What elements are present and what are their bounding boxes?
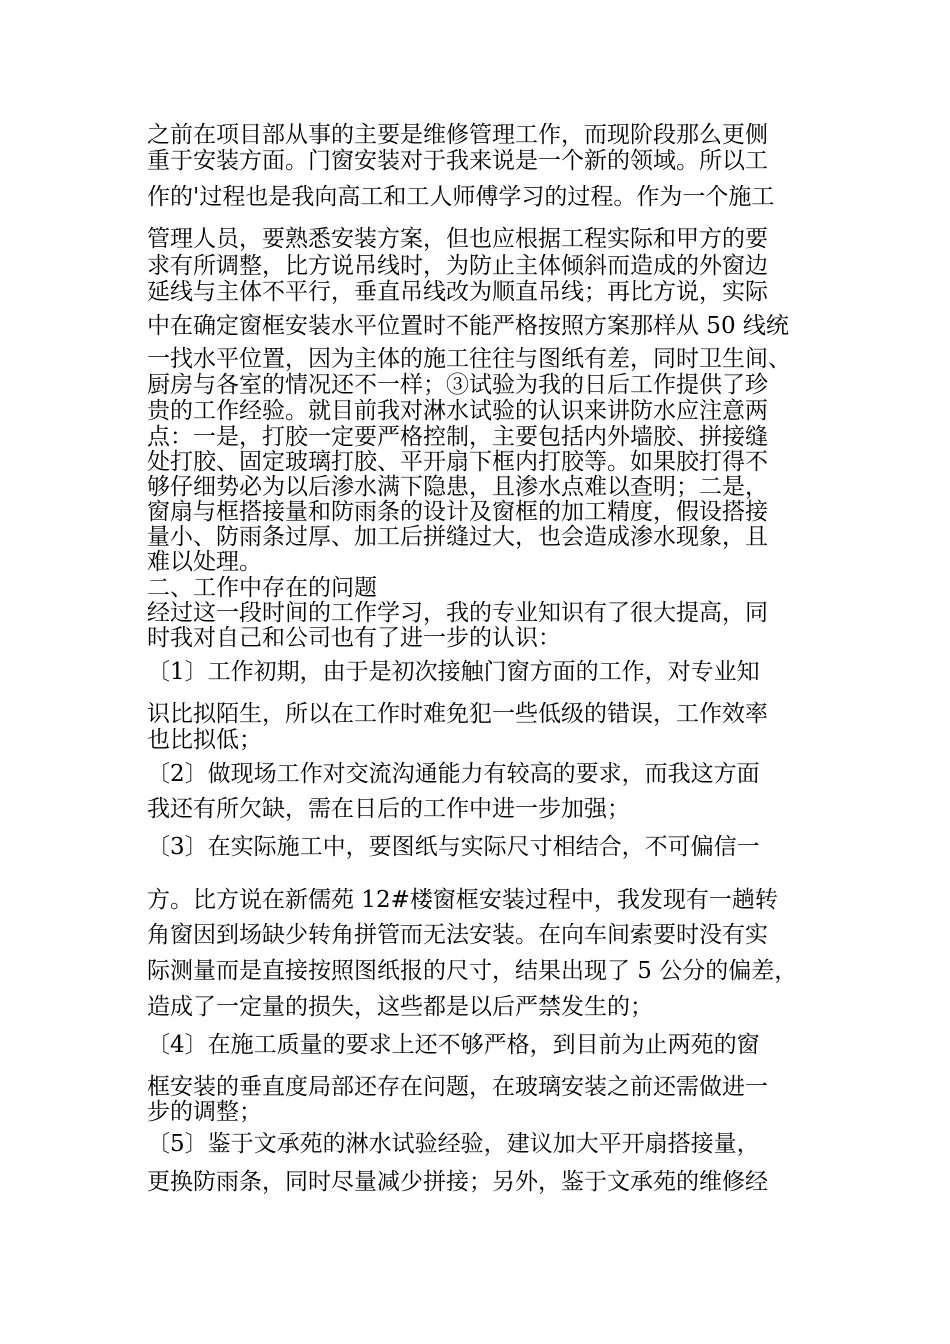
list-item-line: 框安装的垂直度局部还存在问题，在玻璃安装之前还需做进一: [147, 1074, 768, 1100]
list-item-line: 造成了一定量的损失，这些都是以后严禁发生的；: [147, 994, 653, 1020]
paragraph-line: 时我对自己和公司也有了进一步的认识：: [147, 625, 561, 651]
list-item-line: 〔3〕在实际施工中，要图纸与实际尺寸相结合，不可偏信一: [147, 834, 760, 860]
list-item-line: 方。比方说在新儒苑 12#楼窗框安装过程中，我发现有一趟转: [147, 887, 778, 913]
paragraph-line: 经过这一段时间的工作学习，我的专业知识有了很大提高，同: [147, 600, 768, 626]
list-item-line: 〔5〕鉴于文承苑的淋水试验经验，建议加大平开扇搭接量，: [147, 1131, 760, 1157]
paragraph-line: 作的'过程也是我向高工和工人师傅学习的过程。作为一个施工: [147, 184, 775, 210]
paragraph-line: 处打胶、固定玻璃打胶、平开扇下框内打胶等。如果胶打得不: [147, 449, 768, 475]
paragraph-line: 一找水平位置，因为主体的施工往往与图纸有差，同时卫生间、: [147, 346, 791, 372]
list-item-line: 也比拟低；: [147, 727, 262, 753]
list-item-line: 〔1〕工作初期，由于是初次接触门窗方面的工作，对专业知: [147, 659, 760, 685]
paragraph-line: 贵的工作经验。就目前我对淋水试验的认识来讲防水应注意两: [147, 398, 768, 424]
paragraph-line: 延线与主体不平行，垂直吊线改为顺直吊线；再比方说，实际: [147, 279, 768, 305]
list-item-line: 际测量而是直接按照图纸报的尺寸，结果出现了 5 公分的偏差，: [147, 958, 798, 984]
paragraph-line: 管理人员，要熟悉安装方案，但也应根据工程实际和甲方的要: [147, 226, 768, 252]
paragraph-line: 窗扇与框搭接量和防雨条的设计及窗框的加工精度，假设搭接: [147, 499, 768, 525]
paragraph-line: 够仔细势必为以后渗水满下隐患，且渗水点难以查明；二是，: [147, 474, 768, 500]
list-item-line: 步的调整；: [147, 1099, 262, 1125]
paragraph-line: 点：一是，打胶一定要严格控制，主要包括内外墙胶、拼接缝: [147, 424, 768, 450]
paragraph-line: 重于安装方面。门窗安装对于我来说是一个新的领域。所以工: [147, 148, 768, 174]
list-item-line: 我还有所欠缺，需在日后的工作中进一步加强；: [147, 796, 630, 822]
list-item-line: 角窗因到场缺少转角拼管而无法安装。在向车间索要时没有实: [147, 922, 768, 948]
list-item-line: 识比拟陌生，所以在工作时难免犯一些低级的错误，工作效率: [147, 701, 768, 727]
paragraph-line: 量小、防雨条过厚、加工后拼缝过大，也会造成渗水现象，且: [147, 524, 768, 550]
paragraph-line: 难以处理。: [147, 549, 262, 575]
section-heading: 二、工作中存在的问题: [147, 575, 377, 601]
paragraph-line: 求有所调整，比方说吊线时，为防止主体倾斜而造成的外窗边: [147, 253, 768, 279]
list-item-line: 〔2〕做现场工作对交流沟通能力有较高的要求，而我这方面: [147, 761, 760, 787]
paragraph-line: 中在确定窗框安装水平位置时不能严格按照方案那样从 50 线统: [147, 313, 789, 339]
list-item-line: 〔4〕在施工质量的要求上还不够严格，到目前为止两苑的窗: [147, 1032, 760, 1058]
paragraph-line: 厨房与各室的情况还不一样；③试验为我的日后工作提供了珍: [147, 372, 768, 398]
list-item-line: 更换防雨条，同时尽量减少拼接；另外，鉴于文承苑的维修经: [147, 1169, 768, 1195]
paragraph-line: 之前在项目部从事的主要是维修管理工作，而现阶段那么更侧: [147, 122, 768, 148]
